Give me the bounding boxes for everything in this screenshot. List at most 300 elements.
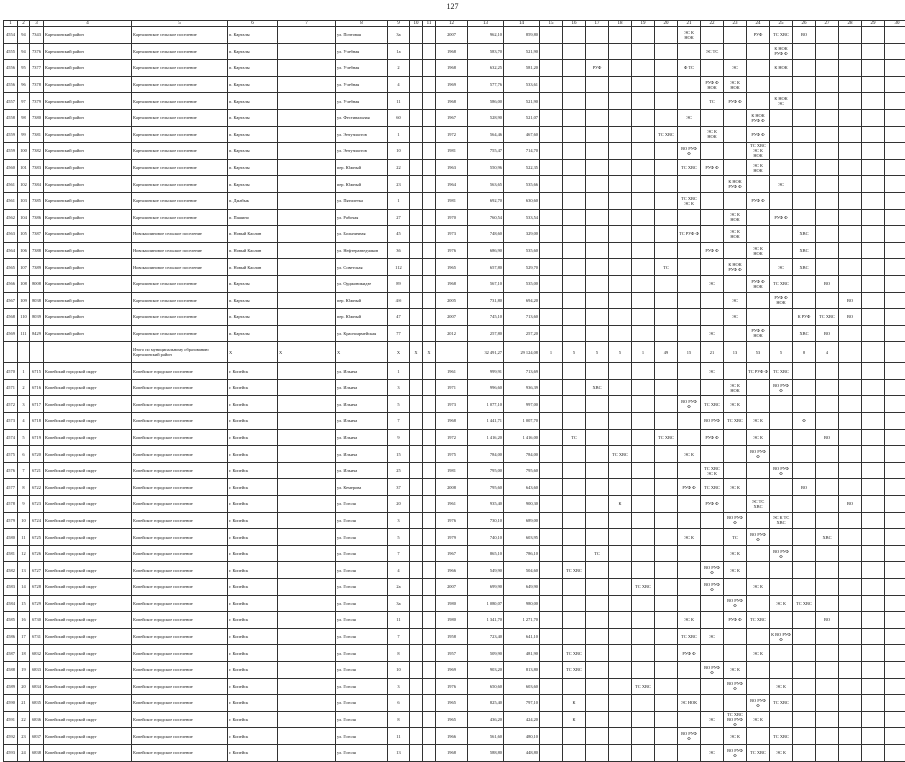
work-type-cell: ЭС [724,292,747,309]
street-cell: ул. Гоголя [336,579,388,596]
col-10-cell [410,562,423,579]
house-number-cell: 9 [388,429,410,446]
row-no-cell: 8 [18,479,30,496]
work-type-cell: ТС ХВС [770,728,793,745]
house-number-cell: 5 [388,529,410,546]
col-11-cell [423,695,436,712]
street-cell: ул. Ильича [336,429,388,446]
work-type-cell [632,496,655,513]
living-area-cell: 329,00 [504,226,540,243]
work-type-cell [816,93,839,110]
work-type-cell [816,413,839,430]
year-built-cell: 1970 [436,209,468,226]
house-id-cell: 7377 [30,60,44,77]
work-type-cell: ТС ХВС [747,744,770,761]
work-type-cell [816,678,839,695]
street-cell: ул. Гоголя [336,512,388,529]
table-row [4,43,905,60]
work-type-cell: ЭС [701,363,724,380]
work-type-cell: ТС ХВС [655,126,678,143]
year-built-cell: 1969 [436,76,468,93]
work-type-cell [747,226,770,243]
year-built-cell: 1966 [436,562,468,579]
col-7-cell [278,678,336,695]
year-built-cell: 2005 [436,292,468,309]
col-11-cell [423,76,436,93]
district-cell: Карталинский район [44,192,132,209]
work-type-cell [885,60,905,77]
work-type-cell [586,43,609,60]
work-type-cell [655,292,678,309]
work-type-cell: К НОК РУФ Ф [724,259,747,276]
work-type-cell: ВО РУФ Ф [724,512,747,529]
column-number: 18 [609,21,632,27]
work-type-cell [563,109,586,126]
year-built-cell: 1961 [436,363,468,380]
work-type-cell [793,496,816,513]
district-cell: Копейский городской округ [44,612,132,629]
work-type-cell [816,446,839,463]
year-built-cell: 1968 [436,413,468,430]
house-number-cell: 11 [388,728,410,745]
work-type-cell: К НОК РУФ Ф [747,109,770,126]
column-number: 11 [423,21,436,27]
work-type-cell [678,661,701,678]
work-type-cell [862,309,885,326]
work-type-cell [793,60,816,77]
street-cell: ул. Гоголя [336,612,388,629]
work-type-cell: ЭС [724,60,747,77]
work-type-cell: ВО РУФ Ф [770,379,793,396]
table-row [4,242,905,259]
col-11-cell [423,744,436,761]
street-cell: ул. Красноармейская [336,325,388,342]
district-cell: Карталинский район [44,27,132,44]
locality-cell: г. Копейск [228,413,278,430]
street-cell: ул. Ильича [336,363,388,380]
work-type-cell [839,159,862,176]
house-id-cell: 6721 [30,462,44,479]
work-type-cell: 8 [793,342,816,363]
settlement-cell: Новокаолиновое сельское поселение [132,226,228,243]
col-10-cell [410,512,423,529]
work-type-cell [632,446,655,463]
col-7-cell [278,242,336,259]
work-type-cell [609,628,632,645]
table-row [4,176,905,193]
work-type-cell [609,413,632,430]
work-type-cell [563,462,586,479]
living-area-cell: 1 271,70 [504,612,540,629]
work-type-cell [885,545,905,562]
record-no-cell: 4559 [4,126,18,143]
street-cell: ул. Гоголя [336,711,388,728]
district-cell: Карталинский район [44,209,132,226]
work-type-cell: ЭС ТС ХВС [747,496,770,513]
work-type-cell [885,226,905,243]
table-row [4,192,905,209]
work-type-cell [609,126,632,143]
locality-cell: п. Карталы [228,43,278,60]
house-number-cell: 3а [388,27,410,44]
work-type-cell [586,529,609,546]
locality-cell: г. Копейск [228,512,278,529]
work-type-cell [862,728,885,745]
work-type-cell [816,60,839,77]
work-type-cell [747,43,770,60]
work-type-cell [655,159,678,176]
house-id-cell: 6720 [30,446,44,463]
settlement-cell: Копейское городское поселение [132,446,228,463]
col-7-cell [278,695,336,712]
work-type-cell [862,379,885,396]
street-cell: ул. Гоголя [336,678,388,695]
work-type-cell [609,645,632,662]
work-type-cell: ЭС К [770,678,793,695]
record-no-cell: 4556 [4,60,18,77]
locality-cell: г. Копейск [228,579,278,596]
locality-cell: Х [228,342,278,363]
work-type-cell [816,711,839,728]
col-10-cell [410,612,423,629]
work-type-cell [609,60,632,77]
work-type-cell [655,325,678,342]
total-area-cell: 903,20 [468,661,504,678]
record-no-cell: 4567 [4,292,18,309]
living-area-cell: 603,60 [504,678,540,695]
house-number-cell: Х [388,342,410,363]
work-type-cell [632,695,655,712]
work-type-cell [655,661,678,678]
settlement-cell: Копейское городское поселение [132,678,228,695]
street-cell: ул. Больничная [336,226,388,243]
work-type-cell [862,226,885,243]
house-id-cell: 6725 [30,529,44,546]
record-no-cell: 4570 [4,363,18,380]
year-built-cell: 1975 [436,446,468,463]
table-row [4,209,905,226]
street-cell: ул. Гоголя [336,661,388,678]
work-type-cell [540,275,563,292]
work-type-cell [540,192,563,209]
work-type-cell [839,529,862,546]
work-type-cell [885,579,905,596]
house-id-cell: 7382 [30,143,44,160]
work-type-cell [885,76,905,93]
total-area-cell: 564,46 [468,126,504,143]
work-type-cell [816,661,839,678]
column-number: 24 [747,21,770,27]
settlement-cell: Копейское городское поселение [132,429,228,446]
work-type-cell [609,512,632,529]
work-type-cell [655,176,678,193]
locality-cell: п. Карталы [228,325,278,342]
work-type-cell [770,429,793,446]
work-type-cell [816,76,839,93]
work-type-cell [609,242,632,259]
record-no-cell: 4591 [4,711,18,728]
total-area-cell: 657,80 [468,259,504,276]
col-11-cell [423,728,436,745]
work-type-cell [678,579,701,596]
work-type-cell [678,413,701,430]
year-built-cell: 2007 [436,309,468,326]
column-number: 5 [132,21,228,27]
work-type-cell [770,413,793,430]
house-number-cell: 15 [388,446,410,463]
column-number: 23 [724,21,747,27]
house-number-cell: 60 [388,109,410,126]
work-type-cell: ТС ХВС [701,396,724,413]
work-type-cell [655,93,678,110]
work-type-cell [839,109,862,126]
work-type-cell [609,176,632,193]
house-id-cell: 7388 [30,242,44,259]
work-type-cell: ВО РУФ Ф [701,579,724,596]
row-no-cell: 17 [18,628,30,645]
house-id-cell: 6726 [30,545,44,562]
district-cell: Карталинский район [44,76,132,93]
settlement-cell: Карталинское сельское поселение [132,309,228,326]
living-area-cell: 257,20 [504,325,540,342]
total-area-cell: 549,90 [468,562,504,579]
record-no-cell: 4565 [4,259,18,276]
table-row [4,545,905,562]
work-type-cell [816,562,839,579]
year-built-cell: 1981 [436,192,468,209]
work-type-cell: ВО РУФ Ф [701,562,724,579]
work-type-cell [770,661,793,678]
work-type-cell [862,695,885,712]
work-type-cell [862,628,885,645]
house-number-cell: 4 [388,76,410,93]
record-no-cell: 4573 [4,413,18,430]
work-type-cell [655,43,678,60]
work-type-cell [563,728,586,745]
work-type-cell [816,143,839,160]
col-11-cell [423,595,436,612]
col-11-cell [423,325,436,342]
work-type-cell [655,396,678,413]
row-no-cell: 101 [18,159,30,176]
locality-cell: п. Новый Каолин [228,242,278,259]
work-type-cell [885,413,905,430]
col-11-cell [423,292,436,309]
col-11-cell [423,678,436,695]
work-type-cell: ТС [563,429,586,446]
col-10-cell [410,143,423,160]
work-type-cell [540,695,563,712]
work-type-cell [632,595,655,612]
locality-cell: г. Копейск [228,628,278,645]
living-area-cell: 689,00 [504,512,540,529]
work-type-cell [701,728,724,745]
work-type-cell [609,462,632,479]
work-type-cell [770,612,793,629]
street-cell: ул. Почтовая [336,27,388,44]
work-type-cell: 21 [701,342,724,363]
work-type-cell [862,192,885,209]
settlement-cell: Карталинское сельское поселение [132,126,228,143]
work-type-cell [793,429,816,446]
work-type-cell [632,275,655,292]
work-type-cell: ТС ХВС [701,479,724,496]
work-type-cell [655,496,678,513]
work-type-cell [839,325,862,342]
row-no-cell: 9 [18,496,30,513]
work-type-cell [839,60,862,77]
street-cell: ул. Гоголя [336,545,388,562]
table-row [4,379,905,396]
work-type-cell [609,545,632,562]
year-built-cell: 1979 [436,529,468,546]
work-type-cell [678,462,701,479]
locality-cell: п. Карталы [228,93,278,110]
work-type-cell [770,242,793,259]
work-type-cell [586,226,609,243]
total-area-cell: 784,00 [468,446,504,463]
work-type-cell [747,93,770,110]
work-type-cell: РУФ Ф [747,126,770,143]
work-type-cell [862,159,885,176]
work-type-cell [540,176,563,193]
house-id-cell: 6727 [30,562,44,579]
work-type-cell [770,562,793,579]
year-built-cell: 1966 [436,728,468,745]
work-type-cell [632,612,655,629]
work-type-cell [770,159,793,176]
work-type-cell [701,446,724,463]
work-type-cell: РУФ Ф [724,93,747,110]
work-type-cell [632,93,655,110]
house-id-cell: 6724 [30,512,44,529]
work-type-cell [793,695,816,712]
row-no-cell: 4 [18,413,30,430]
work-type-cell [540,126,563,143]
work-type-cell [540,645,563,662]
col-7-cell [278,512,336,529]
record-no-cell: 4588 [4,661,18,678]
work-type-cell [655,595,678,612]
work-type-cell [747,259,770,276]
work-type-cell [586,628,609,645]
col-11-cell [423,176,436,193]
work-type-cell [540,711,563,728]
record-no-cell: 4564 [4,242,18,259]
table-row [4,396,905,413]
work-type-cell: ЭС К [724,728,747,745]
work-type-cell [862,292,885,309]
col-10-cell [410,529,423,546]
work-type-cell [586,695,609,712]
locality-cell: г. Копейск [228,529,278,546]
year-built-cell: 1967 [436,545,468,562]
house-number-cell: 77 [388,325,410,342]
work-type-cell [563,446,586,463]
work-type-cell [839,259,862,276]
work-type-cell [655,744,678,761]
work-type-cell [862,744,885,761]
work-type-cell [793,109,816,126]
col-10-cell [410,744,423,761]
column-number: 6 [228,21,278,27]
work-type-cell [862,496,885,513]
record-no-cell: 4562 [4,209,18,226]
district-cell: Копейский городской округ [44,678,132,695]
house-id-cell: 6718 [30,413,44,430]
work-type-cell [632,309,655,326]
work-type-cell [678,176,701,193]
work-type-cell [839,512,862,529]
work-type-cell [655,192,678,209]
street-cell: пер. Южный [336,176,388,193]
work-type-cell [563,396,586,413]
row-no-cell: 103 [18,192,30,209]
work-type-cell [632,413,655,430]
col-10-cell [410,579,423,596]
locality-cell: г. Копейск [228,562,278,579]
col-10-cell [410,126,423,143]
col-11-cell [423,429,436,446]
work-type-cell [862,545,885,562]
row-no-cell: 96 [18,76,30,93]
work-type-cell: ВО РУФ Ф [701,661,724,678]
street-cell: ул. Гоголя [336,496,388,513]
table-row [4,645,905,662]
work-type-cell [586,325,609,342]
col-10-cell [410,242,423,259]
street-cell: ул. Нефтеразведчиков [336,242,388,259]
work-type-cell [885,309,905,326]
work-type-cell [885,678,905,695]
col-7-cell [278,728,336,745]
work-type-cell [747,60,770,77]
work-type-cell [586,612,609,629]
total-area-cell: 795,00 [468,462,504,479]
work-type-cell [839,728,862,745]
district-cell: Карталинский район [44,275,132,292]
work-type-cell [609,309,632,326]
record-no-cell: 4592 [4,728,18,745]
settlement-cell: Копейское городское поселение [132,529,228,546]
locality-cell: п. Карталы [228,126,278,143]
settlement-cell: Карталинское сельское поселение [132,292,228,309]
work-type-cell: ТС ХВС ЭС К [678,192,701,209]
work-type-cell [609,109,632,126]
work-type-cell [540,209,563,226]
house-id-cell: 6730 [30,612,44,629]
work-type-cell [862,209,885,226]
work-type-cell [586,446,609,463]
settlement-cell: Карталинское сельское поселение [132,43,228,60]
column-number: 21 [678,21,701,27]
district-cell: Копейский городской округ [44,512,132,529]
col-10-cell [410,479,423,496]
work-type-cell [655,446,678,463]
col-11-cell [423,309,436,326]
locality-cell: г. Копейск [228,545,278,562]
work-type-cell: ВО РУФ [701,413,724,430]
work-type-cell: ТС ХВС [655,429,678,446]
col-7-cell [278,126,336,143]
locality-cell: п. Карталы [228,159,278,176]
col-11-cell [423,579,436,596]
work-type-cell [563,226,586,243]
work-type-cell: ХВС [793,325,816,342]
living-area-cell: 641,10 [504,628,540,645]
work-type-cell [862,429,885,446]
work-type-cell [793,292,816,309]
